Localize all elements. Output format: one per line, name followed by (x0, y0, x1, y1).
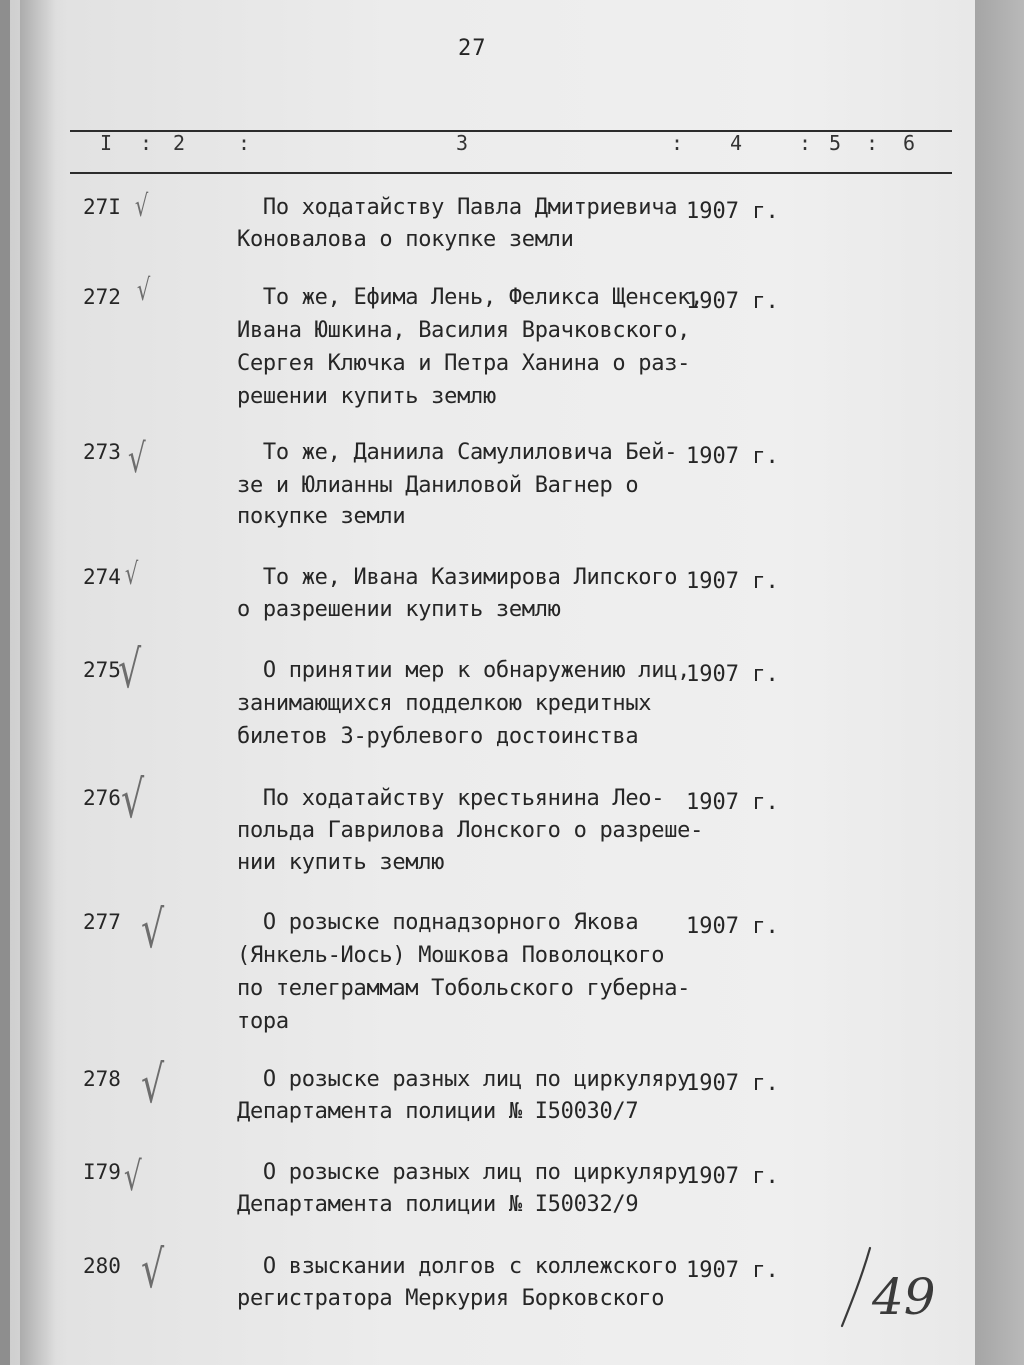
entry-year: 1907 г. (686, 914, 779, 939)
entry-line: О взыскании долгов с коллежского (237, 1254, 678, 1279)
entry-line: О розыске разных лиц по циркуляру (237, 1067, 691, 1092)
entry-line: по телеграммам Тобольского губерна- (237, 976, 691, 1001)
entry-year: 1907 г. (686, 1258, 779, 1283)
check-mark-icon: √ (134, 189, 149, 224)
column-header-4: 4 (730, 131, 743, 155)
document-page (10, 0, 975, 1365)
column-separator: : (866, 131, 879, 155)
entry-number: 272 (83, 285, 121, 309)
check-mark-icon: √ (117, 640, 142, 700)
entry-year: 1907 г. (686, 662, 779, 687)
entry-line: О розыске разных лиц по циркуляру (237, 1160, 691, 1185)
column-separator: : (671, 131, 684, 155)
entry-number: 276 (83, 786, 121, 810)
entry-line: о разрешении купить землю (237, 597, 561, 622)
column-header-2: 2 (173, 131, 186, 155)
column-header-3: 3 (456, 131, 469, 155)
entry-line: То же, Ивана Казимирова Липского (237, 565, 678, 590)
entry-year: 1907 г. (686, 1164, 779, 1189)
entry-line: (Янкель-Иось) Мошкова Поволоцкого (237, 943, 665, 968)
entry-line: занимающихся подделкою кредитных (237, 691, 652, 716)
entry-line: Коновалова о покупке земли (237, 227, 574, 252)
check-mark-icon: √ (140, 900, 165, 960)
page-number: 27 (458, 36, 487, 61)
check-mark-icon: √ (140, 1240, 165, 1300)
entry-line: регистратора Меркурия Борковского (237, 1286, 665, 1311)
check-mark-icon: √ (136, 273, 151, 308)
column-header-1: I (100, 131, 113, 155)
entry-line: тора (237, 1009, 289, 1034)
entry-year: 1907 г. (686, 1071, 779, 1096)
entry-line: зе и Юлианны Даниловой Вагнер о (237, 473, 639, 498)
entry-year: 1907 г. (686, 199, 779, 224)
entry-line: О принятии мер к обнаружению лиц, (237, 658, 691, 683)
margin-note: 49 (872, 1268, 936, 1326)
entry-year: 1907 г. (686, 569, 779, 594)
entry-line: решении купить землю (237, 384, 496, 409)
column-separator: : (799, 131, 812, 155)
header-rule-top (70, 130, 952, 132)
entry-line: По ходатайству Павла Дмитриевича (237, 195, 678, 220)
entry-year: 1907 г. (686, 790, 779, 815)
header-rule-bottom (70, 172, 952, 174)
column-header-6: 6 (903, 131, 916, 155)
entry-number: 275 (83, 658, 121, 682)
check-mark-icon: √ (120, 770, 145, 830)
entry-number: I79 (83, 1160, 121, 1184)
entry-line: польда Гаврилова Лонского о разреше- (237, 818, 704, 843)
entry-line: По ходатайству крестьянина Лео- (237, 786, 665, 811)
entry-number: 273 (83, 440, 121, 464)
entry-number: 280 (83, 1254, 121, 1278)
entry-line: Департамента полиции № I50032/9 (237, 1192, 639, 1217)
column-separator: : (140, 131, 153, 155)
check-mark-icon: √ (124, 557, 139, 592)
check-mark-icon: √ (140, 1055, 165, 1115)
entry-year: 1907 г. (686, 289, 779, 314)
page-edge (975, 0, 1024, 1365)
entry-line: нии купить землю (237, 850, 445, 875)
entry-year: 1907 г. (686, 444, 779, 469)
entry-line: Сергея Ключка и Петра Ханина о раз- (237, 351, 691, 376)
entry-number: 277 (83, 910, 121, 934)
entry-line: О розыске поднадзорного Якова (237, 910, 639, 935)
entry-line: Департамента полиции № I50030/7 (237, 1099, 639, 1124)
check-mark-icon: √ (127, 436, 146, 482)
binding-shadow (20, 0, 56, 1365)
check-mark-icon: √ (123, 1154, 142, 1200)
entry-number: 27I (83, 195, 121, 219)
entry-line: покупке земли (237, 504, 406, 529)
entry-line: То же, Ефима Лень, Феликса Щенсек, (237, 285, 704, 310)
column-separator: : (238, 131, 251, 155)
entry-line: То же, Даниила Самулиловича Бей- (237, 440, 678, 465)
entry-line: билетов 3-рублевого достоинства (237, 724, 639, 749)
entry-number: 278 (83, 1067, 121, 1091)
column-header-5: 5 (829, 131, 842, 155)
entry-number: 274 (83, 565, 121, 589)
handwritten-sheet-number (832, 1236, 942, 1336)
entry-line: Ивана Юшкина, Василия Врачковского, (237, 318, 691, 343)
